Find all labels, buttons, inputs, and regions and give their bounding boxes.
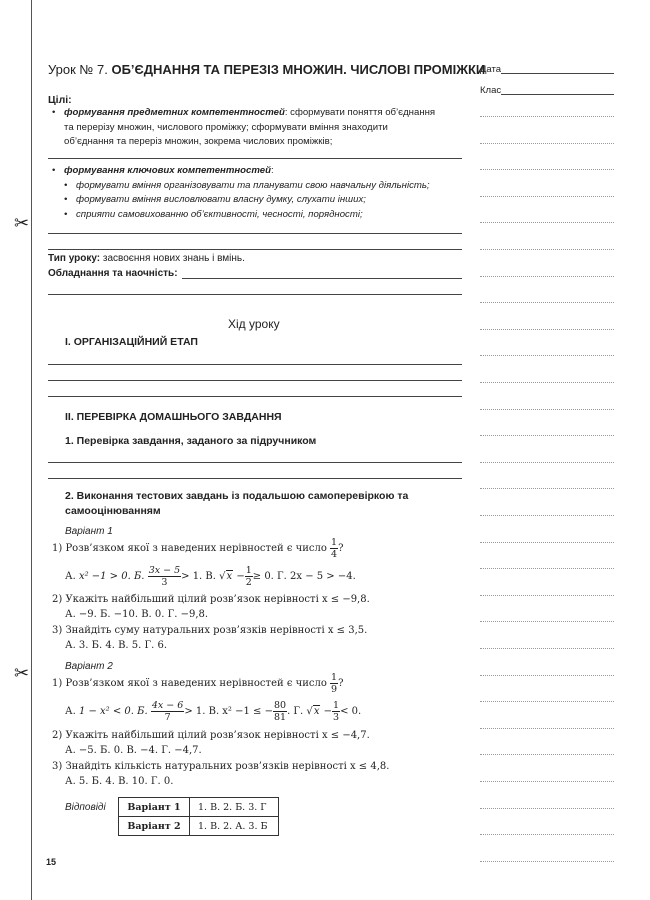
- subject-text-1: : сформувати поняття об’єднання: [284, 107, 436, 118]
- lesson-number: Урок № 7.: [48, 62, 108, 77]
- v1-q3-answers: А. 3. Б. 4. В. 5. Г. 6.: [65, 640, 168, 651]
- fraction: [273, 700, 287, 723]
- lesson-type: [48, 251, 245, 266]
- denominator: 4: [331, 549, 338, 560]
- v1-q1-answers: А. x² −1 > 0. Б. $\frac{3x - 5}{3}$ > 1. В. √x − $\frac{1}{2}$ ≥ 0. Г. 2x − 5 > −4.: [65, 565, 356, 588]
- key-item: [52, 208, 466, 223]
- note-line[interactable]: [480, 302, 614, 303]
- sqrt-term: x: [313, 706, 320, 717]
- section-1-heading: І. ОРГАНІЗАЦІЙНИЙ ЕТАП: [65, 336, 198, 348]
- answers-value: 1. В. 2. А. 3. Б: [190, 817, 279, 836]
- course-heading: Хід уроку: [228, 317, 280, 331]
- v2-question-1: [52, 672, 343, 695]
- note-line[interactable]: [480, 143, 614, 144]
- option-c-post: < 0.: [340, 706, 362, 717]
- denominator: 81: [273, 712, 287, 723]
- minus: −: [233, 571, 245, 582]
- note-line[interactable]: [480, 648, 614, 649]
- note-line[interactable]: [480, 675, 614, 676]
- option-b-post: > 1. В.: [181, 571, 216, 582]
- fraction: [148, 565, 181, 588]
- date-line[interactable]: [501, 73, 614, 74]
- bullet-icon: •: [52, 107, 56, 118]
- fraction: [330, 537, 338, 560]
- table-row: [119, 798, 279, 817]
- option-a: А.: [65, 706, 79, 717]
- write-line[interactable]: [48, 158, 462, 159]
- note-line[interactable]: [480, 515, 614, 516]
- q1-suffix: ?: [338, 543, 344, 554]
- note-line[interactable]: [480, 409, 614, 410]
- sqrt-term: x: [226, 571, 233, 582]
- q1-text: 1) Розв’язком якої з наведених нерівностей є число: [52, 678, 327, 689]
- write-line[interactable]: [48, 380, 462, 381]
- v1-q2-answers: А. −9. Б. −10. В. 0. Г. −9,8.: [65, 609, 209, 620]
- lesson-type-label: Тип уроку:: [48, 253, 101, 264]
- note-line[interactable]: [480, 488, 614, 489]
- class-line[interactable]: [501, 94, 614, 95]
- write-line[interactable]: [182, 278, 462, 279]
- note-line[interactable]: [480, 861, 614, 862]
- answers-value: 1. В. 2. Б. 3. Г: [190, 798, 279, 817]
- answers-label: Відповіді: [65, 802, 106, 813]
- note-line[interactable]: [480, 435, 614, 436]
- equipment-label: Обладнання та наочність:: [48, 268, 178, 279]
- answers-variant: Варіант 2: [119, 817, 190, 836]
- subsection-2-line1: 2. Виконання тестових завдань із подальшою самоперевіркою та: [65, 490, 409, 502]
- v2-q2-answers: А. −5. Б. 0. В. −4. Г. −4,7.: [65, 745, 202, 756]
- scissors-icon: ✂: [14, 213, 30, 233]
- write-line[interactable]: [48, 249, 462, 250]
- numerator: 4x − 6: [151, 700, 184, 711]
- answers-variant: Варіант 1: [119, 798, 190, 817]
- note-line[interactable]: [480, 196, 614, 197]
- q1-suffix: ?: [338, 678, 344, 689]
- key-label: формування ключових компетентностей: [64, 165, 271, 176]
- v2-question-2: 2) Укажіть найбільший цілий розв’язок нерівності x ≤ −4,7.: [52, 730, 370, 741]
- note-line[interactable]: [480, 781, 614, 782]
- key-item: [52, 193, 466, 208]
- variant-1-label: Варіант 1: [65, 526, 113, 537]
- note-line[interactable]: [480, 568, 614, 569]
- v1-question-3: 3) Знайдіть суму натуральних розв’язків нерівності x ≤ 3,5.: [52, 625, 368, 636]
- goals-heading: Цілі:: [48, 94, 72, 106]
- lesson-type-value: засвоєння нових знань і вмінь.: [102, 253, 245, 264]
- goals-subject: [52, 106, 466, 150]
- v2-q3-answers: А. 5. Б. 4. В. 10. Г. 0.: [65, 776, 174, 787]
- note-line[interactable]: [480, 701, 614, 702]
- note-line[interactable]: [480, 542, 614, 543]
- option-a-expr: x² −1 > 0. Б.: [78, 571, 145, 582]
- table-row: [119, 817, 279, 836]
- numerator: 1: [331, 537, 338, 548]
- fraction: [332, 700, 340, 723]
- date-label: Дата: [480, 64, 502, 75]
- note-line[interactable]: [480, 169, 614, 170]
- note-line[interactable]: [480, 754, 614, 755]
- numerator: 1: [245, 565, 252, 576]
- numerator: 3x − 5: [148, 565, 181, 576]
- write-line[interactable]: [48, 478, 462, 479]
- subject-label: формування предметних компетентностей: [64, 107, 285, 118]
- key-item-text: формувати вміння висловлювати власну думку, слухати інших;: [76, 194, 366, 205]
- option-c-post: ≥ 0. Г. 2x − 5 > −4.: [252, 571, 356, 582]
- note-line[interactable]: [480, 355, 614, 356]
- denominator: 3: [333, 712, 340, 723]
- note-line[interactable]: [480, 595, 614, 596]
- fraction: [245, 565, 253, 588]
- note-line[interactable]: [480, 621, 614, 622]
- v1-question-2: 2) Укажіть найбільший цілий розв’язок нерівності x ≤ −9,8.: [52, 594, 370, 605]
- fraction: [151, 700, 184, 723]
- v1-question-1: [52, 537, 343, 560]
- lesson-topic: ОБ’ЄДНАННЯ ТА ПЕРЕЗІЗ МНОЖИН. ЧИСЛОВІ ПРОМІЖКИ: [111, 62, 486, 77]
- key-item-text: сприяти самовихованню об’єктивності, чесності, порядності;: [76, 208, 363, 220]
- bullet-icon: •: [64, 179, 68, 191]
- note-line[interactable]: [480, 329, 614, 330]
- bullet-icon: •: [64, 208, 68, 220]
- denominator: 7: [164, 712, 171, 723]
- numerator: 1: [333, 700, 340, 711]
- option-c-pre: . Г.: [287, 706, 304, 717]
- subsection-2-line2: самооцінюванням: [65, 505, 161, 517]
- answers-table: [118, 797, 279, 836]
- option-a: А.: [65, 571, 79, 582]
- note-line[interactable]: [480, 222, 614, 223]
- write-line[interactable]: [48, 462, 462, 463]
- class-label: Клас: [480, 85, 502, 96]
- subject-text-2: та перерізу множин, числового проміжку; сформувати вміння знаходити: [64, 121, 388, 133]
- equipment: [48, 266, 178, 281]
- write-line[interactable]: [48, 396, 462, 397]
- note-line[interactable]: [480, 808, 614, 809]
- numerator: 1: [331, 672, 338, 683]
- key-item-text: формувати вміння організовувати та планувати свою навчальну діяльність;: [76, 179, 430, 191]
- subject-text-3: об’єднання та переріз множин, зокрема числових проміжків;: [64, 136, 333, 147]
- numerator: 80: [273, 700, 287, 711]
- note-line[interactable]: [480, 728, 614, 729]
- bullet-icon: •: [64, 194, 68, 205]
- lesson-title: [48, 62, 485, 77]
- q1-text: 1) Розв’язком якої з наведених нерівностей є число: [52, 543, 327, 554]
- note-line[interactable]: [480, 834, 614, 835]
- write-line[interactable]: [48, 364, 462, 365]
- page-number: 15: [46, 857, 57, 867]
- v2-q1-answers: А. 1 − x² < 0. Б. $\frac{4x - 6}{7}$ > 1. В. x² −1 ≤ − $\frac{80}{81}$ . Г. √x − $\frac{1}{3}$ < 0.: [65, 700, 362, 723]
- note-line[interactable]: [480, 462, 614, 463]
- note-line[interactable]: [480, 249, 614, 250]
- scissors-icon: ✂: [14, 663, 30, 683]
- minus: −: [320, 706, 333, 717]
- denominator: 9: [331, 684, 338, 695]
- bullet-icon: •: [52, 165, 56, 176]
- note-line[interactable]: [480, 276, 614, 277]
- write-line[interactable]: [48, 233, 462, 234]
- fraction: [330, 672, 338, 695]
- v2-question-3: 3) Знайдіть кількість натуральних розв’язків нерівності x ≤ 4,8.: [52, 761, 390, 772]
- option-b-post: > 1. В. x² −1 ≤ −: [184, 706, 273, 717]
- denominator: 3: [161, 577, 168, 588]
- subsection-1: 1. Перевірка завдання, заданого за підручником: [65, 435, 317, 447]
- note-line[interactable]: [480, 116, 614, 117]
- section-2-heading: ІІ. ПЕРЕВІРКА ДОМАШНЬОГО ЗАВДАННЯ: [65, 411, 282, 423]
- key-colon: :: [270, 165, 274, 176]
- subsection-2: [65, 489, 408, 519]
- note-line[interactable]: [480, 382, 614, 383]
- denominator: 2: [245, 577, 252, 588]
- cut-line: [31, 0, 32, 900]
- option-a-expr: 1 − x² < 0. Б.: [78, 706, 148, 717]
- goals-key: [52, 164, 466, 222]
- write-line[interactable]: [48, 294, 462, 295]
- key-item: [52, 179, 466, 194]
- variant-2-label: Варіант 2: [65, 661, 113, 672]
